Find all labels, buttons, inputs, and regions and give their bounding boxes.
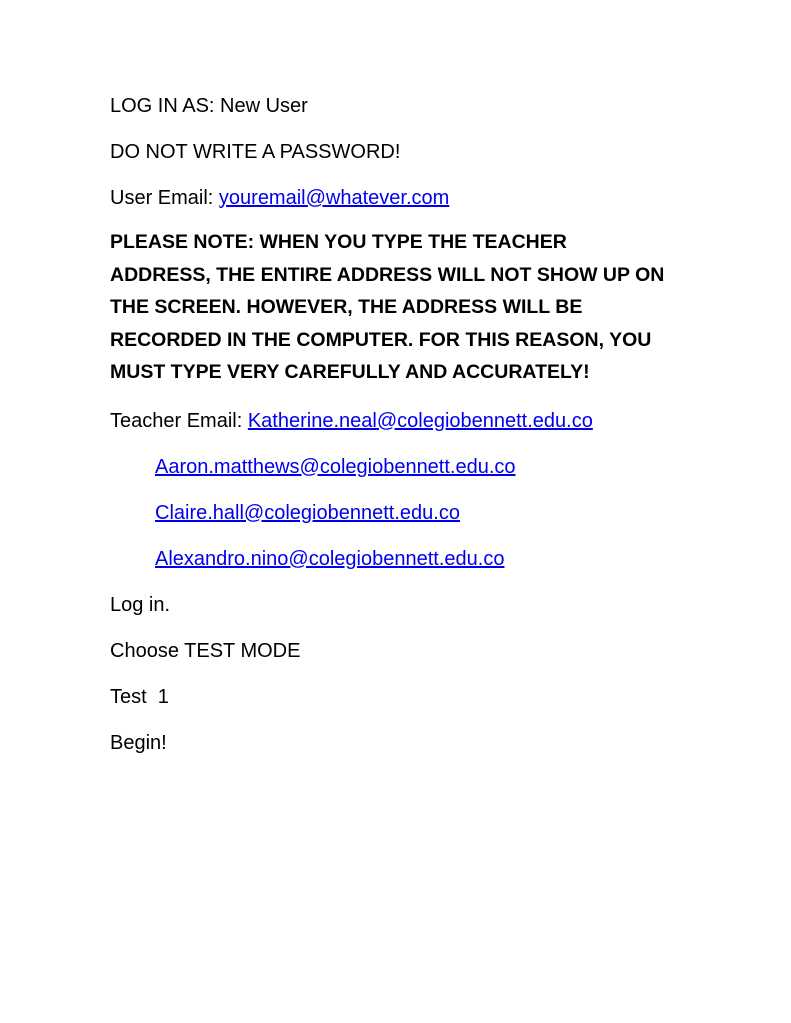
teacher-email-line — [110, 407, 710, 435]
teacher-email-row-aaron — [110, 453, 710, 481]
begin-line: Begin! — [110, 731, 167, 754]
no-password-line: DO NOT WRITE A PASSWORD! — [110, 141, 401, 163]
teacher-email-row-claire — [110, 499, 710, 527]
test-line: Test 1 — [110, 685, 169, 708]
teacher-email-link-alexandro[interactable]: Alexandro.nino@colegiobennett.edu.co — [155, 547, 505, 570]
user-email-label: User Email: — [110, 187, 219, 209]
teacher-email-label: Teacher Email: — [110, 409, 248, 432]
teacher-email-link-aaron[interactable]: Aaron.matthews@colegiobennett.edu.co — [155, 455, 516, 478]
log-in-line: Log in. — [110, 593, 171, 616]
teacher-email-link-claire[interactable]: Claire.hall@colegiobennett.edu.co — [155, 501, 460, 524]
choose-mode-line: Choose TEST MODE — [110, 639, 301, 662]
user-email-line — [110, 184, 710, 212]
teacher-email-row-alexandro — [110, 545, 710, 573]
teacher-address-note: PLEASE NOTE: WHEN YOU TYPE THE TEACHER ADDRESS, THE ENTIRE ADDRESS WILL NOT SHOW UP ON THE SCREEN. HOWEVER, THE ADDRESS WILL BE RECORDED IN THE COMPUTER. FOR THIS REASON, YOU MUST TYPE VERY CAREFULLY AND ACCURATELY! — [110, 231, 665, 383]
document-body — [110, 92, 710, 757]
login-as-line: LOG IN AS: New User — [110, 95, 308, 117]
user-email-link[interactable]: youremail@whatever.com — [218, 187, 450, 209]
teacher-email-link-katherine[interactable]: Katherine.neal@colegiobennett.edu.co — [247, 409, 593, 432]
